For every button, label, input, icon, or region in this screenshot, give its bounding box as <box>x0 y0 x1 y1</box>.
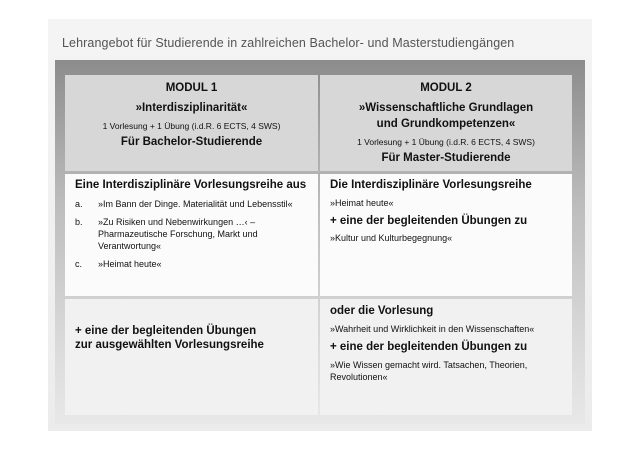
module2-alt-intro: oder die Vorlesung <box>330 305 434 317</box>
module1-exercise-line1: + eine der begleitenden Übungen <box>75 325 257 337</box>
module2-alt-lecture: »Wahrheit und Wirklichkeit in den Wissenschaften« <box>330 324 535 334</box>
module1-name: MODUL 1 <box>165 82 218 94</box>
module2-name: MODUL 2 <box>420 82 472 94</box>
module1-lectures-cell <box>65 174 318 296</box>
module2-alt-exercise-topic: »Wie Wissen gemacht wird. Tatsachen, Theorien, Revolutionen« <box>330 360 528 382</box>
list-item-label: c. <box>75 259 83 269</box>
module1-target: Für Bachelor-Studierende <box>120 136 263 148</box>
module2-subtitle-line2: und Grundkompetenzen« <box>376 118 516 130</box>
module-table <box>65 75 572 415</box>
module2-lecture: »Heimat heute« <box>330 198 394 208</box>
module2-subtitle <box>320 100 572 132</box>
page-title: Lehrangebot für Studierende in zahlreichen Bachelor- und Masterstudiengängen <box>62 36 515 50</box>
list-item-text: »Heimat heute« <box>98 259 162 269</box>
module2-intro: Die Interdisziplinäre Vorlesungsreihe <box>330 179 532 191</box>
module1-header <box>65 75 318 171</box>
list-item <box>75 216 312 252</box>
module1-workload: 1 Vorlesung + 1 Übung (i.d.R. 6 ECTS, 4 SWS) <box>102 121 281 131</box>
module1-intro: Eine Interdisziplinäre Vorlesungsreihe aus <box>75 179 307 191</box>
module2-alt-exercise: + eine der begleitenden Übungen zu <box>330 341 528 353</box>
module2-exercise: + eine der begleitenden Übungen zu <box>330 215 528 227</box>
list-item-text: »Im Bann der Dinge. Materialität und Lebensstil« <box>98 199 293 209</box>
module2-target: Für Master-Studierende <box>381 152 511 164</box>
list-item-label: a. <box>75 199 83 209</box>
module2-exercise-topic: »Kultur und Kulturbegegnung« <box>330 233 453 243</box>
module2-subtitle-line1: »Wissenschaftliche Grundlagen <box>358 102 534 114</box>
module2-header <box>320 75 572 171</box>
list-item-label: b. <box>75 217 83 227</box>
list-item <box>75 258 312 270</box>
module2-workload: 1 Vorlesung + 1 Übung (i.d.R. 6 ECTS, 4 SWS) <box>357 137 535 147</box>
list-item <box>75 198 312 210</box>
module1-exercise-cell <box>65 299 318 415</box>
module2-lectures-cell <box>320 174 572 296</box>
module1-exercise-line2: zur ausgewählten Vorlesungsreihe <box>75 339 264 351</box>
list-item-text: »Zu Risiken und Nebenwirkungen …‹ – Pharmazeutische Forschung, Markt und Verantwortung« <box>98 217 258 251</box>
module1-subtitle: »Interdisziplinarität« <box>135 102 248 114</box>
module2-alternative-cell <box>320 299 572 415</box>
